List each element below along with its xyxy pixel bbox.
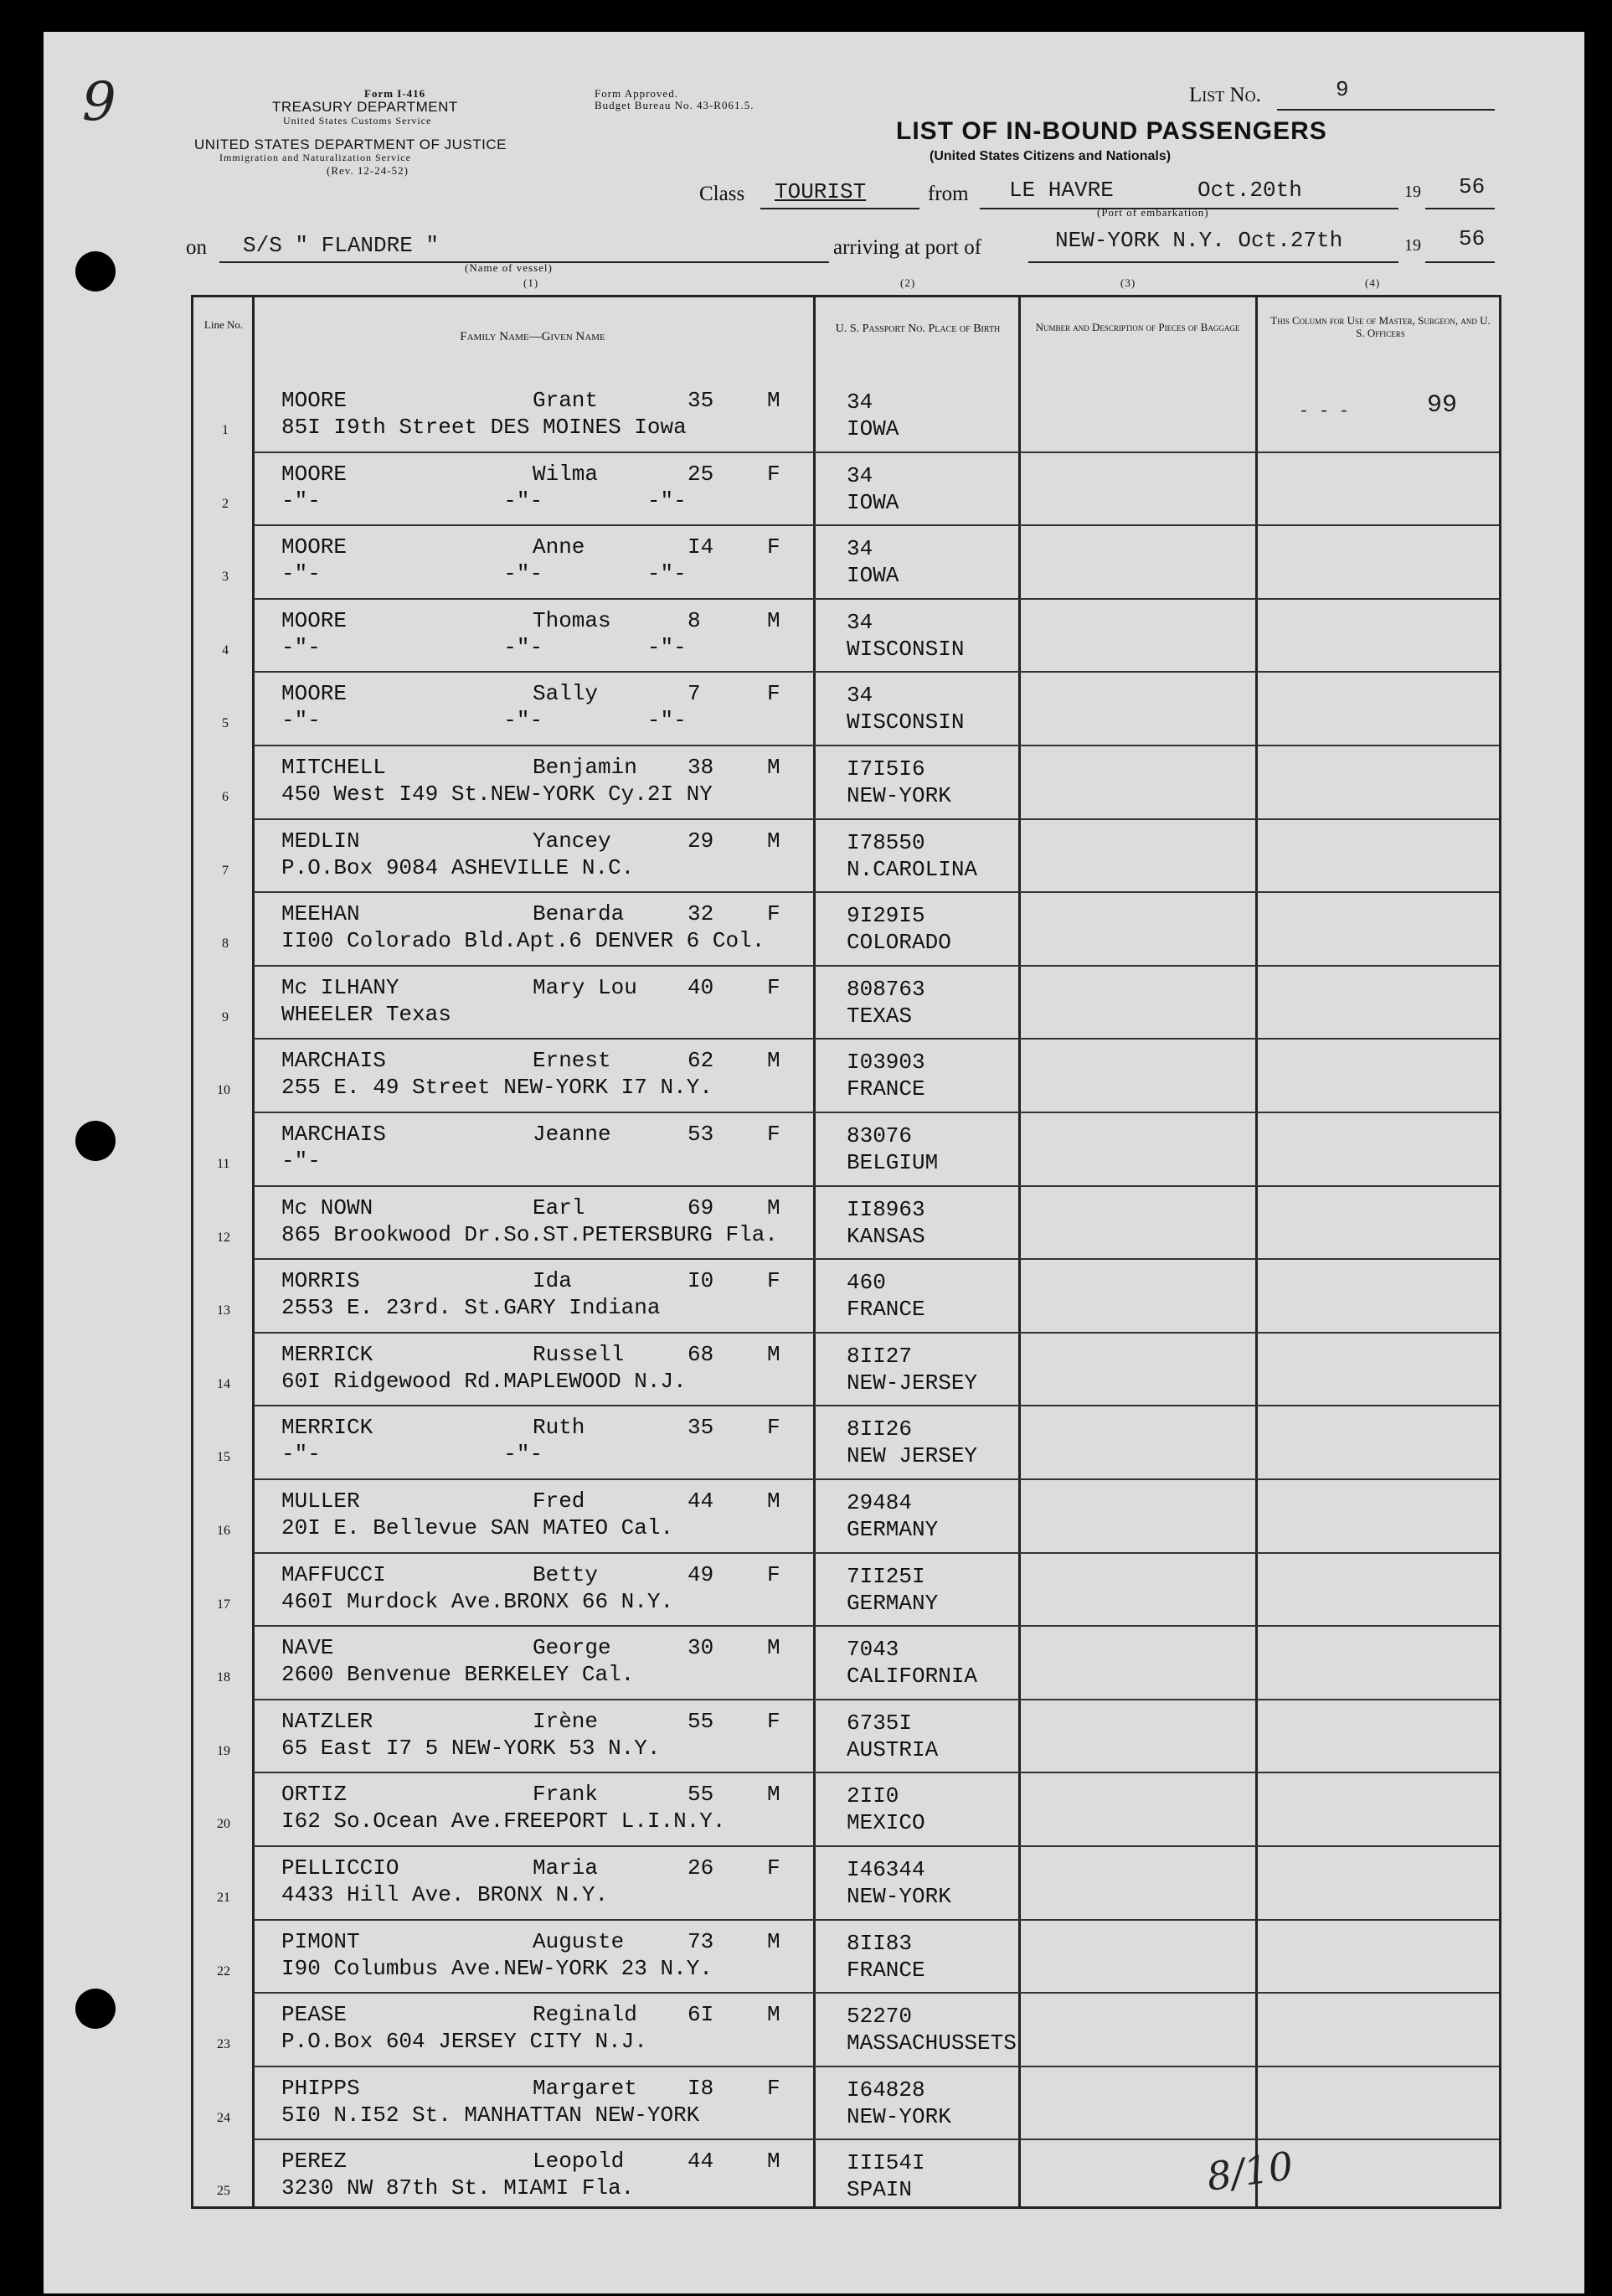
- given-name: Frank: [533, 1782, 599, 1808]
- line-number: 24: [217, 2110, 230, 2125]
- class-value: TOURIST: [775, 179, 867, 204]
- sex: M: [767, 1048, 780, 1074]
- line-number: 20: [217, 1817, 230, 1832]
- address: 3230 NW 87th St. MIAMI Fla.: [281, 2175, 635, 2201]
- place-of-birth: IOWA: [847, 416, 899, 441]
- given-name: Thomas: [533, 607, 611, 633]
- passport-number: 34: [847, 462, 873, 488]
- family-name: MOORE: [281, 388, 348, 413]
- given-name: Ida: [533, 1268, 572, 1294]
- place-of-birth: MASSACHUSSETS: [847, 2030, 1017, 2056]
- age: 53: [688, 1122, 714, 1147]
- address: -"- -"- -"-: [281, 634, 687, 660]
- age: 25: [688, 461, 714, 487]
- age: 38: [688, 755, 714, 780]
- embark-caption: (Port of embarkation): [1097, 206, 1209, 219]
- passport-number: 808763: [847, 976, 925, 1002]
- family-name: PELLICCIO: [281, 1855, 399, 1881]
- address: P.O.Box 604 JERSEY CITY N.J.: [281, 2029, 647, 2055]
- family-name: MOORE: [281, 681, 348, 707]
- year-2: 56: [1459, 226, 1486, 251]
- address: 2553 E. 23rd. St.GARY Indiana: [281, 1295, 661, 1321]
- col-header-baggage: Number and Description of Pieces of Baggage: [1035, 321, 1240, 333]
- punch-hole: [75, 1121, 116, 1161]
- row-divider: [254, 1112, 1499, 1113]
- family-name: NAVE: [281, 1635, 334, 1661]
- arrival-port: NEW-YORK N.Y. Oct.27th: [1055, 228, 1343, 253]
- family-name: PEREZ: [281, 2149, 348, 2175]
- punch-hole: [75, 1989, 116, 2029]
- family-name: MORRIS: [281, 1268, 360, 1294]
- inspector-initials: 8/10: [1203, 2143, 1296, 2200]
- address: -"- -"-: [281, 1442, 543, 1468]
- address: -"- -"- -"-: [281, 708, 687, 734]
- passport-number: 34: [847, 390, 873, 415]
- place-of-birth: KANSAS: [847, 1223, 925, 1249]
- year-prefix-2: 19: [1404, 236, 1421, 255]
- place-of-birth: COLORADO: [847, 930, 951, 956]
- passport-number: 8II83: [847, 1930, 913, 1956]
- line-number: 11: [217, 1157, 230, 1171]
- sex: F: [767, 901, 780, 927]
- row-divider: [254, 2066, 1499, 2067]
- given-name: Benarda: [533, 901, 625, 927]
- row-divider: [254, 965, 1499, 967]
- sex: M: [767, 607, 780, 633]
- sex: F: [767, 1122, 780, 1147]
- sex: M: [767, 388, 780, 413]
- col-1-marker: (1): [523, 276, 539, 289]
- col-header-line: Line No.: [203, 318, 244, 331]
- age: 55: [688, 1708, 714, 1734]
- sex: M: [767, 828, 780, 854]
- given-name: Leopold: [533, 2149, 625, 2175]
- family-name: ORTIZ: [281, 1782, 348, 1808]
- address: 255 E. 49 Street NEW-YORK I7 N.Y.: [281, 1075, 713, 1101]
- age: 29: [688, 828, 714, 854]
- passport-number: 52270: [847, 2004, 913, 2030]
- row-divider: [254, 1992, 1499, 1994]
- age: I0: [688, 1268, 714, 1294]
- year-prefix-1: 19: [1404, 183, 1421, 201]
- form-revision: (Rev. 12-24-52): [327, 164, 409, 177]
- line-number: 2: [222, 496, 229, 511]
- sex: F: [767, 1415, 780, 1441]
- place-of-birth: NEW-JERSEY: [847, 1370, 978, 1396]
- row-divider: [254, 1552, 1499, 1554]
- on-label: on: [186, 236, 207, 259]
- given-name: Irène: [533, 1708, 599, 1734]
- line-number: 5: [222, 716, 229, 731]
- sex: F: [767, 1561, 780, 1587]
- place-of-birth: SPAIN: [847, 2177, 913, 2203]
- col-header-officers: This Column for Use of Master, Surgeon, and U. S. Officers: [1270, 314, 1491, 339]
- family-name: MEEHAN: [281, 901, 360, 927]
- place-of-birth: MEXICO: [847, 1810, 925, 1836]
- line-number: 25: [217, 2184, 230, 2199]
- family-name: MERRICK: [281, 1341, 373, 1367]
- address: 65 East I7 5 NEW-YORK 53 N.Y.: [281, 1735, 661, 1761]
- age: 6I: [688, 2002, 714, 2028]
- sex: M: [767, 755, 780, 780]
- age: 44: [688, 1489, 714, 1514]
- passport-number: 8II26: [847, 1416, 913, 1442]
- line-number: 8: [222, 936, 229, 952]
- row-divider: [254, 524, 1499, 526]
- passport-number: I03903: [847, 1050, 925, 1076]
- family-name: MEDLIN: [281, 828, 360, 854]
- sex: F: [767, 1855, 780, 1881]
- passport-number: 34: [847, 683, 873, 709]
- customs-service: United States Customs Service: [283, 115, 432, 126]
- sex: F: [767, 2075, 780, 2101]
- row-divider: [254, 1625, 1499, 1627]
- given-name: George: [533, 1635, 611, 1661]
- col-4-marker: (4): [1365, 276, 1381, 289]
- address: II00 Colorado Bld.Apt.6 DENVER 6 Col.: [281, 928, 765, 954]
- family-name: Mc ILHANY: [281, 974, 399, 1000]
- age: 44: [688, 2149, 714, 2175]
- place-of-birth: WISCONSIN: [847, 709, 965, 735]
- place-of-birth: WISCONSIN: [847, 636, 965, 662]
- given-name: Ernest: [533, 1048, 611, 1074]
- age: 26: [688, 1855, 714, 1881]
- place-of-birth: NEW-YORK: [847, 1884, 951, 1909]
- form-approved: Form Approved.: [595, 87, 678, 100]
- sex: M: [767, 1341, 780, 1367]
- line-number: 4: [222, 642, 229, 658]
- address: 865 Brookwood Dr.So.ST.PETERSBURG Fla.: [281, 1221, 778, 1247]
- age: 7: [688, 681, 701, 707]
- line-number: 19: [217, 1743, 230, 1758]
- family-name: MOORE: [281, 607, 348, 633]
- place-of-birth: NEW-YORK: [847, 2103, 951, 2129]
- row-divider: [254, 1038, 1499, 1040]
- sex: F: [767, 1268, 780, 1294]
- line-number: 22: [217, 1963, 230, 1979]
- col-header-name: Family Name—Given Name: [460, 330, 605, 343]
- embark-date: Oct.20th: [1197, 178, 1302, 203]
- treasury-dept: TREASURY DEPARTMENT: [272, 99, 458, 115]
- row-divider: [254, 598, 1499, 600]
- passport-number: III54I: [847, 2150, 925, 2176]
- passport-number: II8963: [847, 1196, 925, 1222]
- line-number: 17: [217, 1597, 230, 1612]
- address: 85I I9th Street DES MOINES Iowa: [281, 415, 687, 440]
- family-name: MARCHAIS: [281, 1122, 386, 1147]
- passenger-table: [191, 295, 1501, 2209]
- family-name: NATZLER: [281, 1708, 373, 1734]
- embark-port: LE HAVRE: [1009, 178, 1114, 203]
- line-number: 3: [222, 570, 229, 585]
- place-of-birth: IOWA: [847, 563, 899, 589]
- family-name: MITCHELL: [281, 755, 386, 780]
- row-divider: [254, 1772, 1499, 1773]
- given-name: Grant: [533, 388, 599, 413]
- row-divider: [254, 2139, 1499, 2140]
- address: 4433 Hill Ave. BRONX N.Y.: [281, 1882, 609, 1907]
- list-no-label: List No.: [1189, 84, 1261, 106]
- passport-number: 29484: [847, 1490, 913, 1515]
- age: I8: [688, 2075, 714, 2101]
- address: -"- -"- -"-: [281, 561, 687, 587]
- family-name: MULLER: [281, 1489, 360, 1514]
- address: I62 So.Ocean Ave.FREEPORT L.I.N.Y.: [281, 1808, 726, 1834]
- passport-number: 2II0: [847, 1783, 899, 1809]
- family-name: MOORE: [281, 461, 348, 487]
- passport-number: 7043: [847, 1637, 899, 1663]
- given-name: Anne: [533, 534, 585, 560]
- age: 32: [688, 901, 714, 927]
- list-no-underline: [1277, 102, 1495, 111]
- line-number: 10: [217, 1083, 230, 1098]
- sex: M: [767, 1782, 780, 1808]
- place-of-birth: GERMANY: [847, 1517, 939, 1542]
- given-name: Wilma: [533, 461, 599, 487]
- age: 62: [688, 1048, 714, 1074]
- year-1: 56: [1459, 174, 1486, 199]
- line-number: 14: [217, 1376, 230, 1391]
- given-name: Benjamin: [533, 755, 637, 780]
- age: 73: [688, 1928, 714, 1954]
- row-divider: [254, 1185, 1499, 1187]
- passport-number: 34: [847, 536, 873, 562]
- place-of-birth: FRANCE: [847, 1297, 925, 1323]
- row-divider: [254, 1332, 1499, 1334]
- age: 35: [688, 1415, 714, 1441]
- age: 68: [688, 1341, 714, 1367]
- sex: F: [767, 534, 780, 560]
- line-number: 12: [217, 1230, 230, 1245]
- address: 2600 Benvenue BERKELEY Cal.: [281, 1662, 635, 1688]
- from-label: from: [928, 183, 969, 205]
- given-name: Fred: [533, 1489, 585, 1514]
- vessel-name: S/S " FLANDRE ": [243, 233, 440, 258]
- line-number: 16: [217, 1524, 230, 1538]
- sex: F: [767, 1708, 780, 1734]
- place-of-birth: CALIFORNIA: [847, 1664, 978, 1690]
- passport-number: 34: [847, 609, 873, 635]
- family-name: MAFFUCCI: [281, 1561, 386, 1587]
- row-divider: [254, 1478, 1499, 1480]
- place-of-birth: NEW JERSEY: [847, 1443, 978, 1469]
- age: I4: [688, 534, 714, 560]
- year-underline-2: [1425, 256, 1495, 263]
- address: -"-: [281, 1148, 321, 1174]
- given-name: Earl: [533, 1194, 585, 1220]
- family-name: PEASE: [281, 2002, 348, 2028]
- given-name: Margaret: [533, 2075, 637, 2101]
- sex: F: [767, 974, 780, 1000]
- line-number: 9: [222, 1009, 229, 1024]
- vessel-caption: (Name of vessel): [465, 261, 553, 274]
- passport-number: 8II27: [847, 1343, 913, 1369]
- place-of-birth: N.CAROLINA: [847, 856, 978, 882]
- row-divider: [254, 745, 1499, 746]
- list-no-value: 9: [1336, 77, 1349, 102]
- given-name: Maria: [533, 1855, 599, 1881]
- line-number: 1: [222, 423, 229, 437]
- line-number: 15: [217, 1450, 230, 1465]
- given-name: Jeanne: [533, 1122, 611, 1147]
- address: 20I E. Bellevue SAN MATEO Cal.: [281, 1515, 674, 1540]
- punch-hole: [75, 251, 116, 292]
- place-of-birth: AUSTRIA: [847, 1736, 939, 1762]
- address: I90 Columbus Ave.NEW-YORK 23 N.Y.: [281, 1955, 713, 1981]
- place-of-birth: NEW-YORK: [847, 783, 951, 808]
- passport-number: I64828: [847, 2077, 925, 2103]
- line-number: 21: [217, 1891, 230, 1905]
- row-divider: [254, 891, 1499, 893]
- row-divider: [254, 1919, 1499, 1921]
- passport-number: I78550: [847, 829, 925, 855]
- line-number: 7: [222, 863, 229, 878]
- row-divider: [254, 451, 1499, 453]
- address: -"- -"- -"-: [281, 488, 687, 513]
- given-name: Russell: [533, 1341, 625, 1367]
- line-number: 23: [217, 2037, 230, 2052]
- row-divider: [254, 1258, 1499, 1260]
- passport-number: 6735I: [847, 1710, 913, 1736]
- given-name: Yancey: [533, 828, 611, 854]
- year-underline-1: [1425, 203, 1495, 209]
- sex: M: [767, 2002, 780, 2028]
- passport-number: 9I29I5: [847, 903, 925, 929]
- line-number: 6: [222, 790, 229, 804]
- sex: M: [767, 2149, 780, 2175]
- passport-number: 83076: [847, 1123, 913, 1148]
- ins-service: Immigration and Naturalization Service: [219, 152, 411, 163]
- given-name: Mary Lou: [533, 974, 637, 1000]
- sex: M: [767, 1635, 780, 1661]
- age: 30: [688, 1635, 714, 1661]
- row-divider: [254, 1699, 1499, 1700]
- col-2-marker: (2): [900, 276, 916, 289]
- class-label: Class: [699, 183, 745, 205]
- col-3-marker: (3): [1120, 276, 1136, 289]
- page-title: LIST OF IN-BOUND PASSENGERS: [896, 117, 1327, 145]
- given-name: Auguste: [533, 1928, 625, 1954]
- officer-note: 99: [1427, 391, 1458, 420]
- passport-number: 460: [847, 1270, 886, 1296]
- family-name: MERRICK: [281, 1415, 373, 1441]
- address: 450 West I49 St.NEW-YORK Cy.2I NY: [281, 782, 713, 807]
- place-of-birth: FRANCE: [847, 1957, 925, 1983]
- sex: F: [767, 461, 780, 487]
- justice-dept: UNITED STATES DEPARTMENT OF JUSTICE: [194, 137, 507, 152]
- sex: F: [767, 681, 780, 707]
- given-name: Ruth: [533, 1415, 585, 1441]
- place-of-birth: GERMANY: [847, 1590, 939, 1616]
- place-of-birth: IOWA: [847, 489, 899, 515]
- address: P.O.Box 9084 ASHEVILLE N.C.: [281, 854, 635, 880]
- sex: M: [767, 1194, 780, 1220]
- age: 40: [688, 974, 714, 1000]
- family-name: MARCHAIS: [281, 1048, 386, 1074]
- row-divider: [254, 1405, 1499, 1406]
- place-of-birth: TEXAS: [847, 1003, 913, 1029]
- given-name: Betty: [533, 1561, 599, 1587]
- age: 55: [688, 1782, 714, 1808]
- margin-mark: 9: [82, 71, 116, 133]
- passport-number: I46344: [847, 1857, 925, 1882]
- place-of-birth: BELGIUM: [847, 1150, 939, 1175]
- sex: M: [767, 1489, 780, 1514]
- officer-dash: - - -: [1299, 402, 1350, 421]
- age: 69: [688, 1194, 714, 1220]
- sex: M: [767, 1928, 780, 1954]
- address: 460I Murdock Ave.BRONX 66 N.Y.: [281, 1588, 674, 1614]
- age: 35: [688, 388, 714, 413]
- row-divider: [254, 1845, 1499, 1847]
- line-number: 13: [217, 1303, 230, 1318]
- place-of-birth: FRANCE: [847, 1076, 925, 1102]
- passport-number: I7I5I6: [847, 756, 925, 782]
- family-name: Mc NOWN: [281, 1194, 373, 1220]
- arriving-label: arriving at port of: [833, 236, 982, 259]
- age: 8: [688, 607, 701, 633]
- age: 49: [688, 1561, 714, 1587]
- address: 5I0 N.I52 St. MANHATTAN NEW-YORK: [281, 2102, 700, 2128]
- address: 60I Ridgewood Rd.MAPLEWOOD N.J.: [281, 1368, 687, 1394]
- family-name: PHIPPS: [281, 2075, 360, 2101]
- passport-number: 7II25I: [847, 1563, 925, 1589]
- row-divider: [254, 818, 1499, 820]
- line-number: 18: [217, 1670, 230, 1685]
- budget-bureau: Budget Bureau No. 43-R061.5.: [595, 99, 754, 111]
- page-subtitle: (United States Citizens and Nationals): [930, 149, 1172, 163]
- row-divider: [254, 671, 1499, 673]
- address: WHEELER Texas: [281, 1001, 451, 1027]
- form-number: Form I-416: [364, 87, 426, 100]
- arrival-underline: [1028, 256, 1398, 263]
- family-name: MOORE: [281, 534, 348, 560]
- given-name: Sally: [533, 681, 599, 707]
- col-header-passport: U. S. Passport No. Place of Birth: [835, 322, 1001, 335]
- given-name: Reginald: [533, 2002, 637, 2028]
- family-name: PIMONT: [281, 1928, 360, 1954]
